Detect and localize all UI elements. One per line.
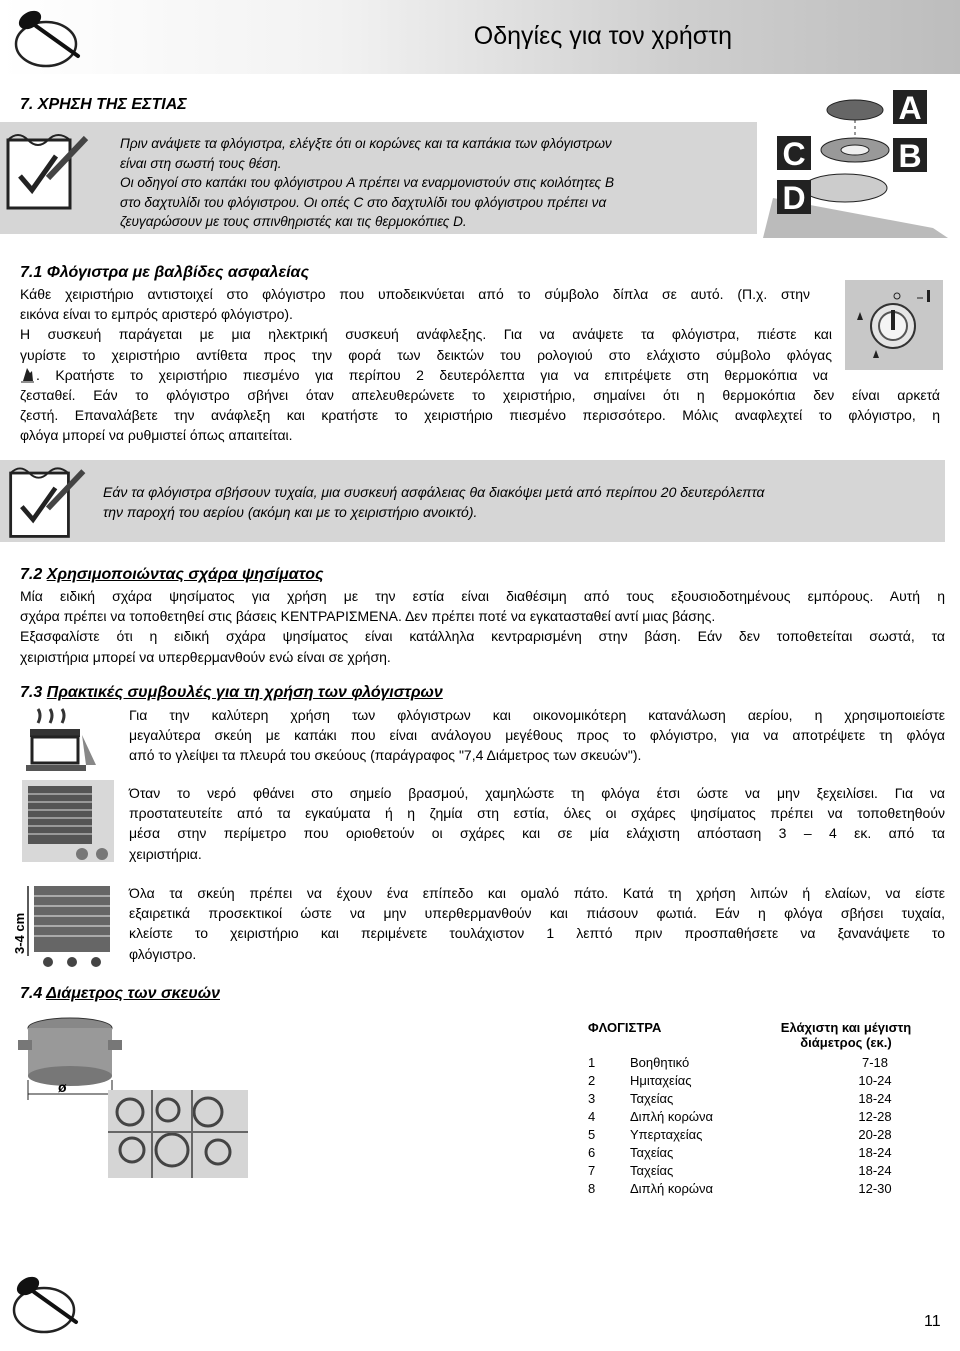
section-title: 7. ΧΡΗΣΗ ΤΗΣ ΕΣΤΙΑΣ <box>20 96 187 113</box>
column-header-diameter <box>766 1020 926 1050</box>
section-heading-7-2 <box>20 566 324 584</box>
text-line: Όταν το νερό φθάνει στο σημείο βρασμού, χαμηλώστε τη φλόγα έτσι ώστε να μην ξεχειλίσει. Για να <box>129 785 945 801</box>
table-row <box>588 1145 940 1163</box>
row-number: 8 <box>588 1181 596 1196</box>
table-row <box>588 1109 940 1127</box>
burner-name: Διπλή κορώνα <box>630 1109 714 1124</box>
text-line: Κάθε χειριστήριο αντιστοιχεί στο φλόγιστρο που υποδεικνύεται από το σύμβολο δίπλα σε αυτό. (Π.χ. στην <box>20 286 810 302</box>
pot-with-lid-image <box>22 705 102 777</box>
header-title: Οδηγίες για τον χρήστη <box>473 22 732 50</box>
diameter-range: 18-24 <box>858 1163 892 1178</box>
section-number: 7.3 <box>20 684 43 701</box>
text-line: Μία ειδική σχάρα ψησίματος για χρήση με την εστία είναι διαθέσιμη από τους εξουσιοδοτημένους εμπόρους. Αυτή η <box>20 588 945 604</box>
text-line: φλόγιστρο. <box>129 945 197 962</box>
table-body <box>588 1055 940 1199</box>
diameter-range: 10-24 <box>858 1073 892 1088</box>
body-paragraph <box>20 586 945 667</box>
section-number: 7.1 <box>20 264 43 281</box>
section-heading-7-1 <box>20 264 309 282</box>
burner-name: Ταχείας <box>630 1163 674 1178</box>
text-line: Η συσκευή παράγεται με μια ηλεκτρική συσκευή ανάφλεξης. Για να ανάψετε τα φλόγιστρα, πιέστε και <box>20 326 832 343</box>
section-title: Φλόγιστρα με βαλβίδες ασφαλείας <box>46 264 309 281</box>
table-row <box>588 1055 940 1073</box>
min-flame-icon <box>20 367 35 383</box>
note-pencil-icon <box>4 126 90 214</box>
body-paragraph <box>20 284 940 446</box>
text-line: κλείστε το χειριστήριο και περιμένετε τουλάχιστον 1 λεπτό πριν προσπαθήσετε να ξανανάψετε το <box>129 925 945 942</box>
table-row <box>588 1163 940 1181</box>
text-line: χειριστήρια μπορεί να υπερθερμανθούν ενώ είναι σε χρήση. <box>20 648 391 665</box>
grill-grate-image <box>22 780 114 862</box>
note-line: ζευγαρώσουν με τους σπινθηριστές και τις θερμοκόπιες D. <box>120 214 467 229</box>
diameter-symbol: ø <box>58 1079 67 1095</box>
text-line: εξαιρετικά προσεκτικοί ώστε να μην υπερθερμανθούν και πιάσουν φωτιά. Εάν η φλόγα σβήσει τυχαία, <box>129 905 945 922</box>
burner-name: Διπλή κορώνα <box>630 1181 714 1196</box>
control-knob-image <box>845 280 943 370</box>
note-line: στο δαχτυλίδι του φλόγιστρου. Οι οπές C στο δαχτυλίδι του φλόγιστρου πρέπει να <box>120 194 607 210</box>
diameter-range: 20-28 <box>858 1127 892 1142</box>
text-line: εικόνα είναι το εμπρός αριστερό φλόγιστρο). <box>20 306 293 323</box>
label-b: B <box>898 138 922 174</box>
label-a: A <box>898 90 922 126</box>
text-line: μέσα στην περίμετρο που οριοθετούν οι σχάρες και σε μία ελάχιστη απόσταση 3 – 4 εκ. από τα <box>129 825 945 842</box>
row-number: 6 <box>588 1145 596 1160</box>
section-number: 7.2 <box>20 566 43 583</box>
header-line: διάμετρος (εκ.) <box>800 1035 892 1050</box>
text-line-with-flame <box>20 365 828 385</box>
spoon-logo-icon <box>10 4 88 70</box>
text-line: από το γλείψει τα πλευρά του σκεύους (παράγραφος "7,4 Διάμετρος των σκευών"). <box>129 747 642 764</box>
page-number: 11 <box>924 1313 941 1330</box>
text-line: Για την καλύτερη χρήση των φλόγιστρων και οικονομικότερη κατανάλωση αερίου, η χρησιμοποιείστε <box>129 707 945 723</box>
table-row <box>588 1181 940 1199</box>
text-line: φλόγα μπορεί να ρυθμιστεί όπως απαιτείται. <box>20 427 293 444</box>
section-title: Διάμετρος των σκευών <box>46 985 220 1002</box>
pot-diameter-image <box>18 1014 128 1102</box>
text-line: ζεσταθεί. Εάν το φλόγιστρο σβήνει όταν απελευθερώνετε το χειριστήριο, σημαίνει ότι η θερμοκόπια δεν είναι αρκετά <box>20 387 940 404</box>
burner-name: Ταχείας <box>630 1091 674 1106</box>
row-number: 3 <box>588 1091 596 1106</box>
row-number: 2 <box>588 1073 596 1088</box>
diameter-range: 18-24 <box>858 1145 892 1160</box>
text-line: προστατευτείτε από τα εγκαύματα ή η ζημία στη εστία, όλες οι σχάρες ψησίματος πρέπει να τοποθετηθούν <box>129 805 945 822</box>
table-row <box>588 1073 940 1091</box>
note-line: Οι οδηγοί στο καπάκι του φλόγιστρου A πρέπει να εναρμονιστούν στις κοιλότητες B <box>120 175 615 190</box>
row-number: 7 <box>588 1163 596 1178</box>
section-number: 7.4 <box>20 985 43 1002</box>
text-span: . Κρατήστε το χειριστήριο πιεσμένο για περίπου 2 δευτερόλεπτα για να επιτρέψετε στη θερμοκόπια να <box>36 366 828 383</box>
text-line: σχάρα πρέπει να τοποθετηθεί στις βάσεις ΚΕΝΤΡΑΡΙΣΜΕΝΑ. Δεν πρέπει ποτέ να εγκατασταθεί αντί μιας βάσης. <box>20 608 716 625</box>
note-line: την παροχή του αερίου (ακόμη και με το χειριστήριο ανοικτό). <box>103 504 478 520</box>
row-number: 5 <box>588 1127 596 1142</box>
table-row <box>588 1127 940 1145</box>
burner-name: Ημιταχείας <box>630 1073 692 1088</box>
note-line: είναι στη σωστή τους θέση. <box>120 155 282 171</box>
diameter-range: 12-30 <box>858 1181 892 1196</box>
measure-label: 3-4 cm <box>12 912 27 954</box>
row-number: 4 <box>588 1109 596 1124</box>
burner-name: Βοηθητικό <box>630 1055 690 1070</box>
diameter-range: 7-18 <box>861 1055 889 1070</box>
body-paragraph <box>129 705 945 766</box>
note-pencil-icon <box>4 460 90 542</box>
diameter-range: 18-24 <box>858 1091 892 1106</box>
text-line: μεγαλύτερα σκεύη με καπάκι που είναι ανάλογου μεγέθους προς το φλόγιστρο, για να αποτρέψετε τη φλόγα <box>129 727 945 744</box>
text-line: χειριστήρια. <box>129 845 202 862</box>
burner-name: Υπερταχείας <box>630 1127 703 1142</box>
row-number: 1 <box>588 1055 596 1070</box>
body-paragraph <box>129 883 945 964</box>
burner-diagram-image <box>763 88 948 238</box>
section-title: Χρησιμοποιώντας σχάρα ψησίματος <box>46 566 324 583</box>
text-line: Εξασφαλίστε ότι η ειδική σχάρα ψησίματος είναι κατάλληλα κεντραρισμένη στην βάση. Εάν δεν τοποθετείται σωστά, τα <box>20 628 945 645</box>
label-d: D <box>782 180 806 216</box>
hob-layout-image <box>108 1090 248 1178</box>
clearance-distance-image <box>8 880 116 970</box>
burner-diameter-table <box>588 1019 940 1199</box>
section-heading-7-4 <box>20 985 220 1003</box>
section-heading-7-3 <box>20 684 443 702</box>
note-line: Πριν ανάψετε τα φλόγιστρα, ελέγξτε ότι οι κορώνες και τα καπάκια των φλόγιστρων <box>120 136 612 151</box>
column-header-burner: ΦΛΟΓΙΣΤΡΑ <box>588 1020 662 1035</box>
text-line: γυρίστε το χειριστήριο αντίθετα προς την φορά των δεικτών του ρολογιού στο ελάχιστο σύμβολο φλόγας <box>20 346 832 363</box>
text-line: Όλα τα σκεύη πρέπει να έχουν ένα επίπεδο και ομαλό πάτο. Κατά τη χρήση λιπών ή ελαίων, να είστε <box>129 885 945 901</box>
section-title: Πρακτικές συμβουλές για τη χρήση των φλόγιστρων <box>46 684 443 701</box>
note-text <box>120 134 750 232</box>
note-text <box>103 482 943 522</box>
header-line: Ελάχιστη και μέγιστη <box>780 1020 912 1035</box>
diameter-range: 12-28 <box>858 1109 892 1124</box>
text-line: ζεστή. Επαναλάβετε την ανάφλεξη και κρατήστε το χειριστήριο πιεσμένο περισσότερο. Μόλις αναφλεχτεί το φλόγιστρο, η <box>20 407 940 424</box>
note-line: Εάν τα φλόγιστρα σβήσουν τυχαία, μια συσκευή ασφάλειας θα διακόψει μετά από περίπου 20 δευτερόλεπτα <box>103 484 765 500</box>
label-c: C <box>782 136 806 172</box>
footer-spoon-icon <box>8 1270 86 1336</box>
burner-name: Ταχείας <box>630 1145 674 1160</box>
table-header <box>588 1019 928 1055</box>
table-row <box>588 1091 940 1109</box>
body-paragraph <box>129 783 945 864</box>
